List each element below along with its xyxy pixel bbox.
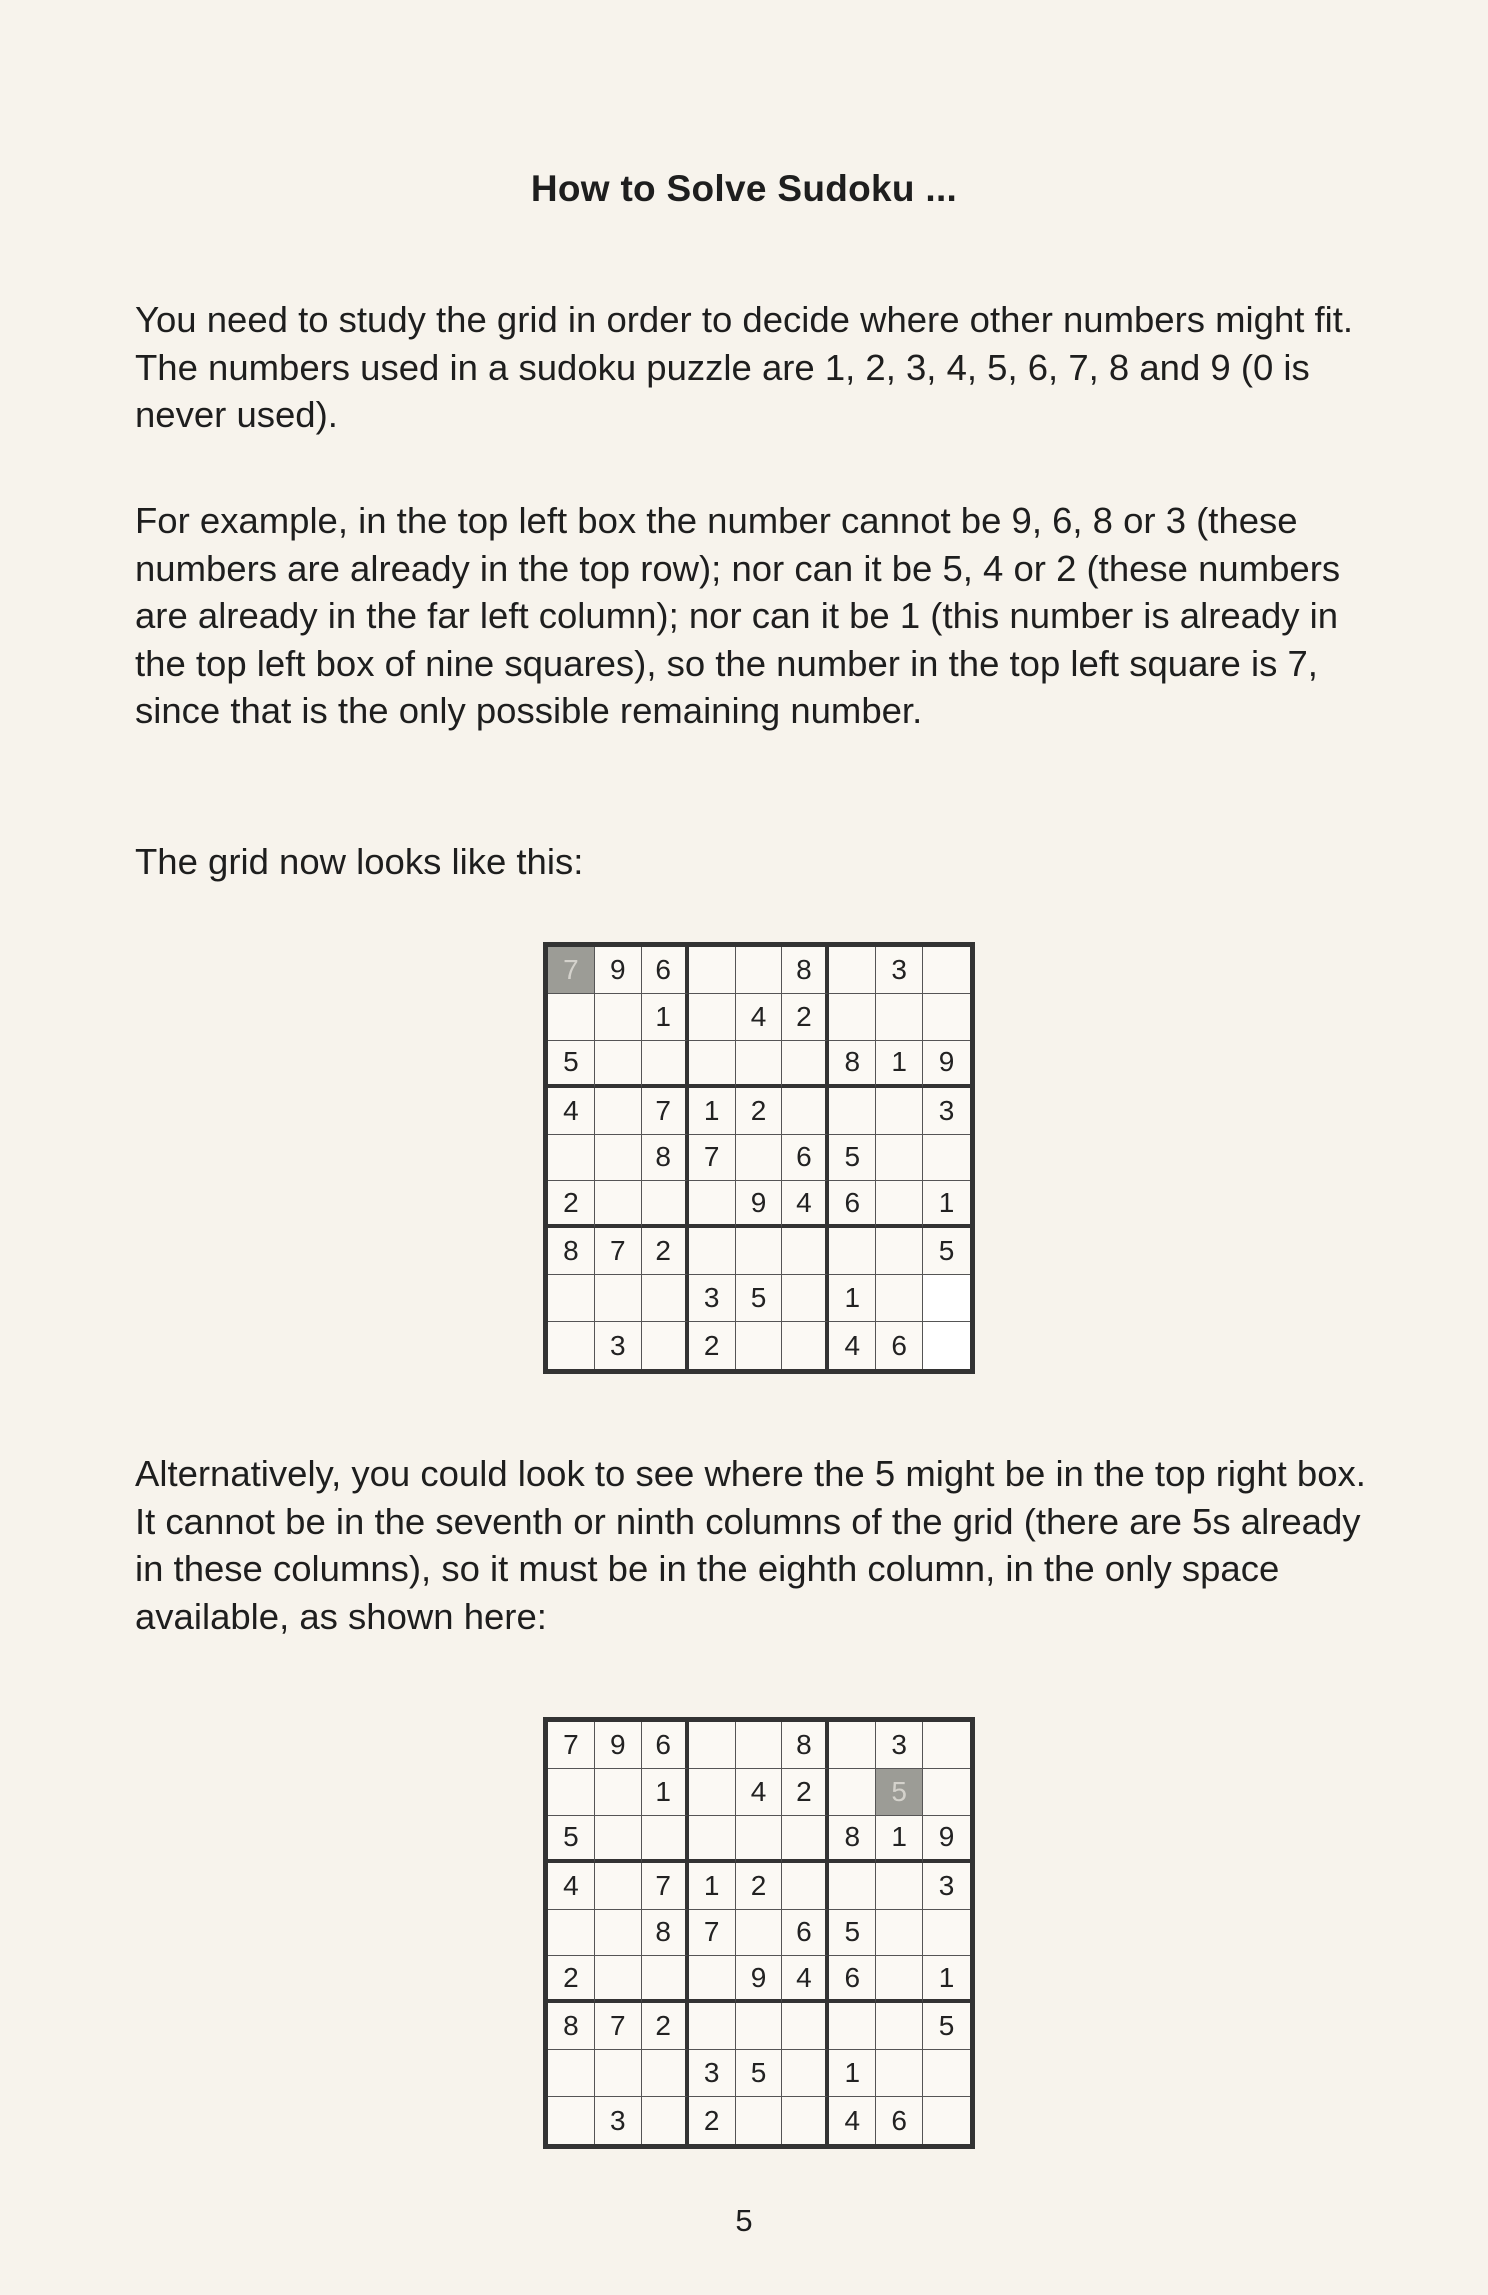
sudoku-cell: 7 bbox=[548, 1722, 595, 1769]
sudoku-cell bbox=[595, 1956, 642, 2003]
sudoku-cell: 1 bbox=[923, 1181, 970, 1228]
sudoku-cell bbox=[595, 1041, 642, 1088]
sudoku-cell bbox=[829, 947, 876, 994]
sudoku-cell bbox=[689, 1181, 736, 1228]
paragraph-grid-now: The grid now looks like this: bbox=[135, 841, 584, 882]
sudoku-cell: 4 bbox=[782, 1956, 829, 2003]
sudoku-cell bbox=[595, 1088, 642, 1135]
sudoku-cell bbox=[876, 2003, 923, 2050]
sudoku-cell bbox=[642, 1275, 689, 1322]
sudoku-cell: 6 bbox=[782, 1135, 829, 1182]
sudoku-cell: 6 bbox=[829, 1181, 876, 1228]
sudoku-cell: 8 bbox=[782, 1722, 829, 1769]
page-number: 5 bbox=[735, 2203, 753, 2238]
sudoku-cell: 9 bbox=[595, 947, 642, 994]
sudoku-cell: 7 bbox=[595, 2003, 642, 2050]
sudoku-cell: 9 bbox=[923, 1816, 970, 1863]
sudoku-cell: 5 bbox=[548, 1041, 595, 1088]
sudoku-cell bbox=[595, 1181, 642, 1228]
sudoku-cell bbox=[829, 1722, 876, 1769]
sudoku-cell bbox=[782, 1322, 829, 1369]
sudoku-cell: 6 bbox=[642, 947, 689, 994]
paragraph-intro: You need to study the grid in order to decide where other numbers might fit. The numbers used in a sudoku puzzle are 1, 2, 3, 4, 5, 6, 7, 8 and 9 (0 is never used). bbox=[135, 299, 1354, 435]
paragraph-alternative: Alternatively, you could look to see where the 5 might be in the top right box. It cannot be in the seventh or ninth columns of the grid (there are 5s already in these columns), so it must be in the eighth column, in the only space available, as shown here: bbox=[135, 1453, 1366, 1637]
sudoku-cell: 5 bbox=[548, 1816, 595, 1863]
sudoku-cell bbox=[876, 994, 923, 1041]
sudoku-cell: 4 bbox=[829, 2097, 876, 2144]
sudoku-cell bbox=[689, 1722, 736, 1769]
sudoku-cell: 7 bbox=[642, 1863, 689, 1910]
sudoku-cell: 1 bbox=[642, 1769, 689, 1816]
sudoku-cell bbox=[736, 1228, 783, 1275]
sudoku-cell bbox=[595, 1135, 642, 1182]
sudoku-cell: 2 bbox=[642, 2003, 689, 2050]
sudoku-cell: 2 bbox=[736, 1863, 783, 1910]
sudoku-cell bbox=[876, 1956, 923, 2003]
sudoku-cell: 3 bbox=[595, 1322, 642, 1369]
page-title: How to Solve Sudoku ... bbox=[530, 168, 958, 209]
sudoku-cell: 1 bbox=[876, 1041, 923, 1088]
sudoku-cell bbox=[689, 1041, 736, 1088]
sudoku-cell bbox=[736, 1135, 783, 1182]
sudoku-cell: 5 bbox=[876, 1769, 923, 1816]
sudoku-cell: 2 bbox=[642, 1228, 689, 1275]
sudoku-cell: 7 bbox=[548, 947, 595, 994]
sudoku-cell: 1 bbox=[829, 2050, 876, 2097]
sudoku-cell: 3 bbox=[876, 947, 923, 994]
sudoku-cell: 9 bbox=[595, 1722, 642, 1769]
sudoku-cell bbox=[689, 994, 736, 1041]
sudoku-cell bbox=[548, 1910, 595, 1957]
sudoku-cell bbox=[642, 1181, 689, 1228]
sudoku-cell bbox=[782, 2003, 829, 2050]
sudoku-cell bbox=[548, 994, 595, 1041]
sudoku-cell: 6 bbox=[782, 1910, 829, 1957]
sudoku-cell: 8 bbox=[829, 1041, 876, 1088]
sudoku-cell bbox=[736, 1910, 783, 1957]
sudoku-cell bbox=[923, 2050, 970, 2097]
sudoku-cell bbox=[642, 1956, 689, 2003]
sudoku-cell: 6 bbox=[876, 2097, 923, 2144]
sudoku-cell: 7 bbox=[642, 1088, 689, 1135]
sudoku-cell bbox=[736, 2097, 783, 2144]
sudoku-cell: 2 bbox=[689, 1322, 736, 1369]
sudoku-cell bbox=[548, 1275, 595, 1322]
sudoku-cell bbox=[689, 2003, 736, 2050]
sudoku-cell bbox=[736, 1322, 783, 1369]
sudoku-cell: 1 bbox=[689, 1863, 736, 1910]
sudoku-cell bbox=[829, 1088, 876, 1135]
sudoku-cell: 4 bbox=[548, 1088, 595, 1135]
sudoku-cell: 3 bbox=[876, 1722, 923, 1769]
sudoku-cell: 2 bbox=[782, 1769, 829, 1816]
sudoku-cell bbox=[595, 1863, 642, 1910]
sudoku-cell bbox=[876, 1228, 923, 1275]
sudoku-cell: 3 bbox=[689, 1275, 736, 1322]
sudoku-cell: 2 bbox=[548, 1956, 595, 2003]
sudoku-cell bbox=[642, 1041, 689, 1088]
sudoku-cell: 5 bbox=[736, 2050, 783, 2097]
sudoku-cell: 5 bbox=[736, 1275, 783, 1322]
sudoku-cell bbox=[642, 1816, 689, 1863]
sudoku-cell bbox=[782, 1816, 829, 1863]
sudoku-cell bbox=[782, 1088, 829, 1135]
sudoku-cell: 4 bbox=[548, 1863, 595, 1910]
sudoku-cell: 6 bbox=[642, 1722, 689, 1769]
sudoku-cell bbox=[736, 1722, 783, 1769]
sudoku-cell: 3 bbox=[923, 1088, 970, 1135]
sudoku-cell bbox=[548, 2097, 595, 2144]
sudoku-cell bbox=[595, 1275, 642, 1322]
sudoku-cell bbox=[782, 1228, 829, 1275]
sudoku-cell bbox=[782, 1041, 829, 1088]
sudoku-cell: 8 bbox=[548, 1228, 595, 1275]
sudoku-cell bbox=[829, 1769, 876, 1816]
sudoku-cell bbox=[736, 947, 783, 994]
sudoku-cell: 2 bbox=[689, 2097, 736, 2144]
sudoku-cell bbox=[642, 1322, 689, 1369]
sudoku-cell: 5 bbox=[923, 2003, 970, 2050]
sudoku-cell: 7 bbox=[595, 1228, 642, 1275]
sudoku-cell bbox=[736, 1041, 783, 1088]
sudoku-cell: 4 bbox=[829, 1322, 876, 1369]
sudoku-cell bbox=[642, 2097, 689, 2144]
sudoku-cell bbox=[548, 1769, 595, 1816]
sudoku-cell: 4 bbox=[782, 1181, 829, 1228]
sudoku-cell: 9 bbox=[923, 1041, 970, 1088]
sudoku-cell bbox=[548, 1322, 595, 1369]
sudoku-cell bbox=[829, 2003, 876, 2050]
sudoku-cell bbox=[829, 994, 876, 1041]
sudoku-cell: 3 bbox=[595, 2097, 642, 2144]
sudoku-cell bbox=[923, 1722, 970, 1769]
paragraph-example: For example, in the top left box the number cannot be 9, 6, 8 or 3 (these numbers are already in the top row); nor can it be 5, 4 or 2 (these numbers are already in the far left column); nor can it be 1 (this number is already in the top left box of nine squares), so the number in the top left square is 7, since that is the only possible remaining number. bbox=[135, 500, 1341, 731]
sudoku-cell bbox=[876, 1910, 923, 1957]
sudoku-cell: 1 bbox=[829, 1275, 876, 1322]
sudoku-cell bbox=[642, 2050, 689, 2097]
sudoku-cell: 5 bbox=[829, 1910, 876, 1957]
sudoku-cell: 9 bbox=[736, 1956, 783, 2003]
sudoku-cell bbox=[876, 1863, 923, 1910]
sudoku-cell: 2 bbox=[782, 994, 829, 1041]
sudoku-cell bbox=[689, 947, 736, 994]
sudoku-cell bbox=[782, 2097, 829, 2144]
sudoku-cell bbox=[923, 1769, 970, 1816]
sudoku-cell: 8 bbox=[782, 947, 829, 994]
sudoku-cell: 7 bbox=[689, 1910, 736, 1957]
sudoku-cell bbox=[829, 1863, 876, 1910]
sudoku-cell bbox=[595, 1769, 642, 1816]
sudoku-cell bbox=[876, 1135, 923, 1182]
sudoku-cell: 1 bbox=[642, 994, 689, 1041]
sudoku-cell bbox=[923, 1322, 970, 1369]
sudoku-cell bbox=[923, 1135, 970, 1182]
sudoku-cell: 5 bbox=[923, 1228, 970, 1275]
sudoku-cell bbox=[782, 1863, 829, 1910]
sudoku-cell bbox=[595, 1816, 642, 1863]
sudoku-cell: 1 bbox=[689, 1088, 736, 1135]
sudoku-cell: 6 bbox=[876, 1322, 923, 1369]
sudoku-cell bbox=[548, 1135, 595, 1182]
sudoku-cell bbox=[689, 1956, 736, 2003]
sudoku-grid-first bbox=[543, 942, 975, 1374]
sudoku-cell: 9 bbox=[736, 1181, 783, 1228]
sudoku-cell: 4 bbox=[736, 1769, 783, 1816]
sudoku-cell: 2 bbox=[736, 1088, 783, 1135]
sudoku-cell: 3 bbox=[923, 1863, 970, 1910]
sudoku-cell bbox=[689, 1769, 736, 1816]
sudoku-cell bbox=[923, 947, 970, 994]
sudoku-cell bbox=[736, 1816, 783, 1863]
sudoku-cell: 1 bbox=[876, 1816, 923, 1863]
sudoku-cell bbox=[689, 1816, 736, 1863]
sudoku-cell: 8 bbox=[642, 1135, 689, 1182]
sudoku-cell: 5 bbox=[829, 1135, 876, 1182]
sudoku-cell: 8 bbox=[829, 1816, 876, 1863]
sudoku-cell bbox=[595, 2050, 642, 2097]
sudoku-cell: 8 bbox=[548, 2003, 595, 2050]
sudoku-cell bbox=[548, 2050, 595, 2097]
sudoku-cell: 6 bbox=[829, 1956, 876, 2003]
sudoku-cell bbox=[923, 1910, 970, 1957]
sudoku-cell: 4 bbox=[736, 994, 783, 1041]
sudoku-cell bbox=[923, 2097, 970, 2144]
sudoku-cell bbox=[876, 1275, 923, 1322]
sudoku-cell bbox=[829, 1228, 876, 1275]
sudoku-cell bbox=[595, 1910, 642, 1957]
sudoku-cell bbox=[923, 1275, 970, 1322]
sudoku-cell bbox=[595, 994, 642, 1041]
sudoku-cell: 2 bbox=[548, 1181, 595, 1228]
sudoku-cell bbox=[736, 2003, 783, 2050]
sudoku-grid-second bbox=[543, 1717, 975, 2149]
sudoku-cell bbox=[923, 994, 970, 1041]
sudoku-cell bbox=[876, 2050, 923, 2097]
sudoku-cell bbox=[876, 1181, 923, 1228]
sudoku-cell bbox=[689, 1228, 736, 1275]
sudoku-cell: 1 bbox=[923, 1956, 970, 2003]
sudoku-cell bbox=[782, 1275, 829, 1322]
sudoku-cell bbox=[876, 1088, 923, 1135]
sudoku-cell bbox=[782, 2050, 829, 2097]
sudoku-cell: 8 bbox=[642, 1910, 689, 1957]
sudoku-cell: 3 bbox=[689, 2050, 736, 2097]
sudoku-cell: 7 bbox=[689, 1135, 736, 1182]
